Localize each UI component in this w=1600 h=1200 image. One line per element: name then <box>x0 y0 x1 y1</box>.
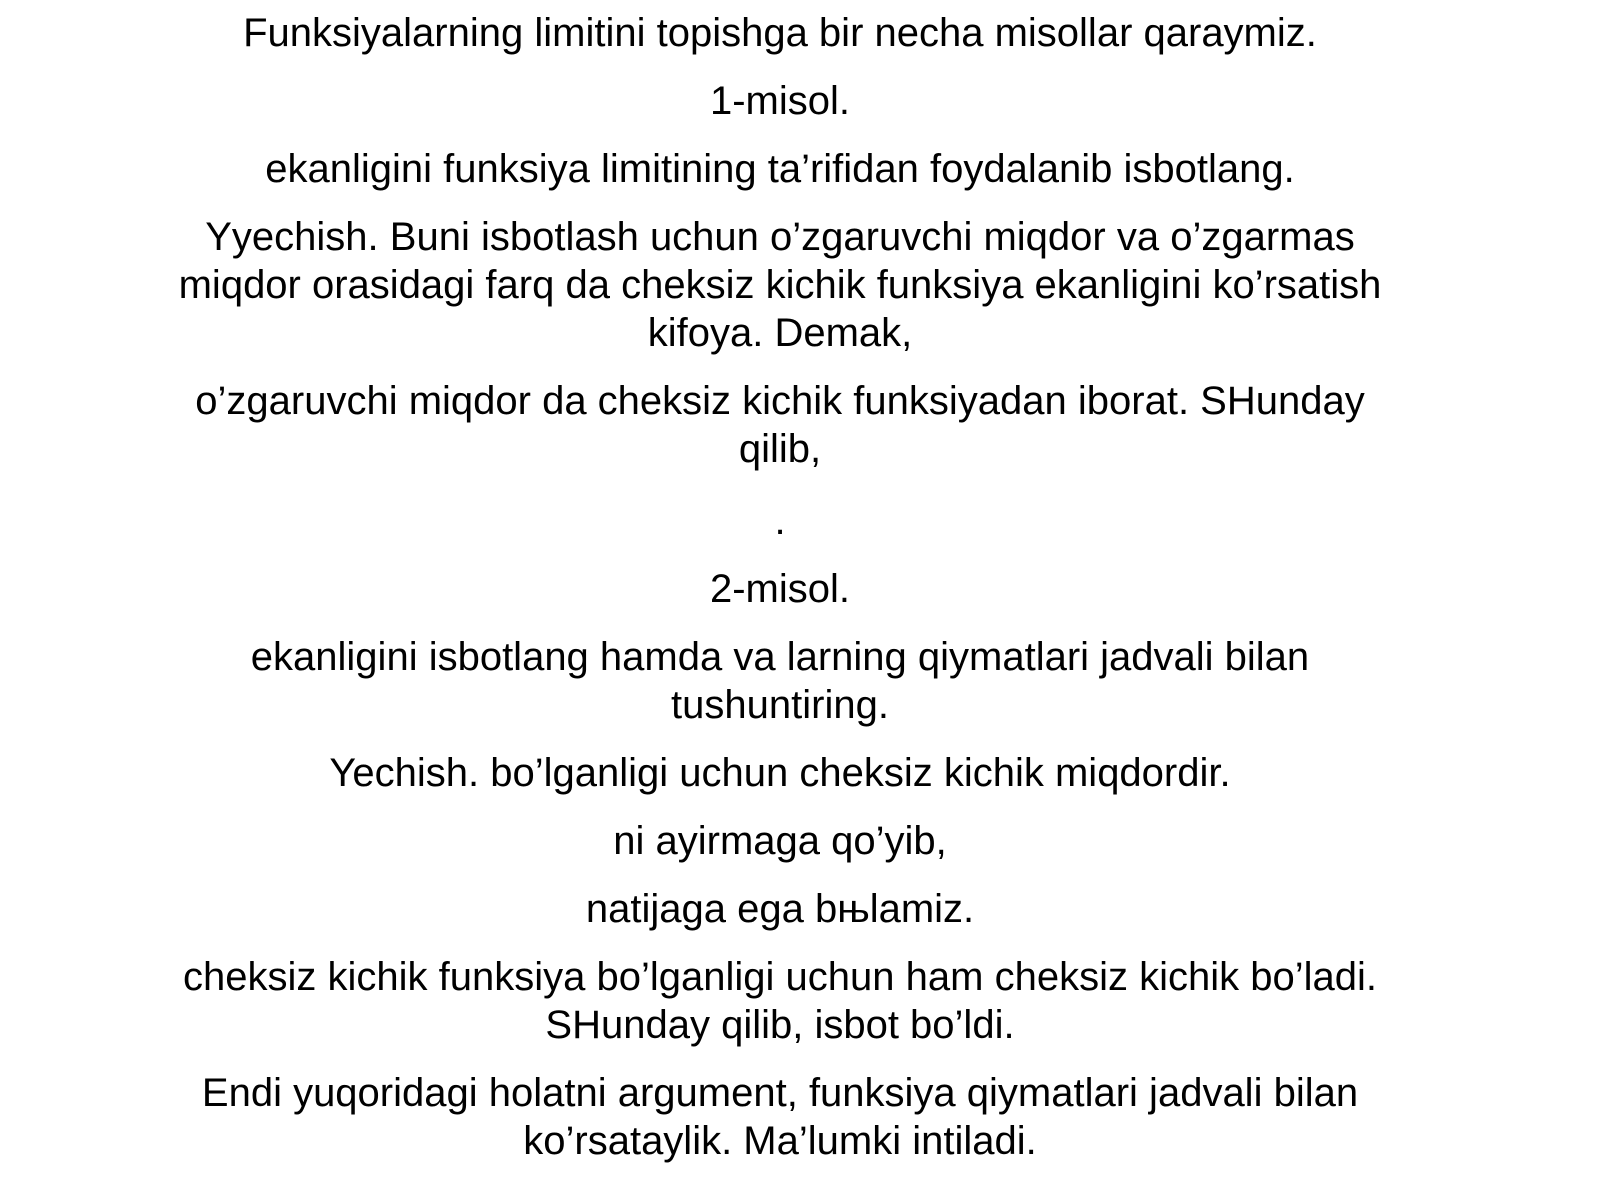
example-2-solution: Yechish. bo’lganligi uchun cheksiz kichik miqdordir. <box>329 751 1231 795</box>
example-1-conclusion: o’zgaruvchi miqdor da cheksiz kichik funksiyadan iborat. SHunday qilib, <box>195 379 1365 471</box>
example-2-substitution: ni ayirmaga qo’yib, <box>613 819 947 863</box>
example-1-solution: Yyechish. Buni isbotlash uchun o’zgaruvchi miqdor va o’zgarmas miqdor orasidagi farq da cheksiz kichik funksiya ekanligini ko’rsatish kifoya. Demak, <box>178 215 1382 355</box>
example-2-proof-conclusion: cheksiz kichik funksiya bo’lganligi uchun ham cheksiz kichik bo’ladi. SHunday qilib, isbot bo’ldi. <box>183 955 1377 1047</box>
example-1-heading: 1-misol. <box>709 79 851 123</box>
intro-paragraph: Funksiyalarning limitini topishga bir necha misollar qaraymiz. <box>243 11 1317 55</box>
example-1-statement: ekanligini funksiya limitining ta’rifidan foydalanib isbotlang. <box>265 147 1295 191</box>
example-2-table-intro: Endi yuqoridagi holatni argument, funksiya qiymatlari jadvali bilan ko’rsataylik. Ma’lumki intiladi. <box>201 1071 1359 1163</box>
example-2-result: natijaga ega bњlamiz. <box>585 887 975 931</box>
example-2-heading: 2-misol. <box>709 567 851 611</box>
example-2-statement: ekanligini isbotlang hamda va larning qiymatlari jadvali bilan tushuntiring. <box>250 635 1310 727</box>
example-1-end-mark: . <box>774 499 786 543</box>
